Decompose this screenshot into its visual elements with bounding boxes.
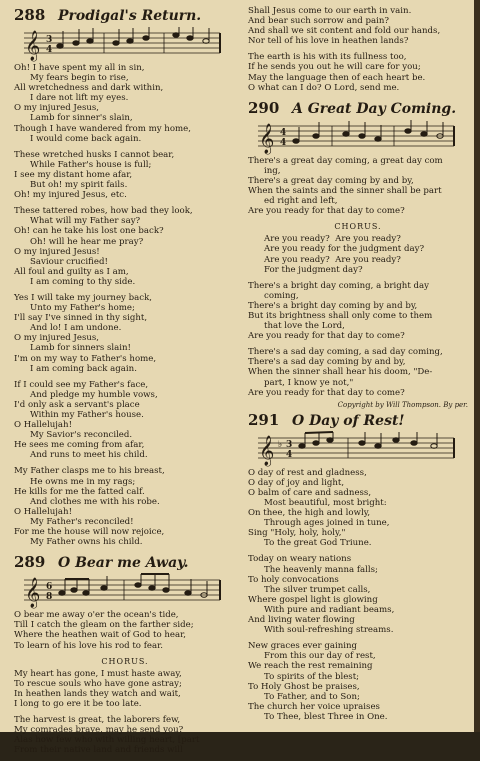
music-staff-291 <box>258 432 458 464</box>
verse-line: Through ages joined in tune, <box>264 518 390 529</box>
svg-text:3: 3 <box>46 35 53 45</box>
music-staff-288 <box>24 27 224 59</box>
verse-line: To spirits of the blest; <box>264 671 360 682</box>
verse-line: Unto my Father's home; <box>30 303 135 314</box>
verse-line: O Hallelujah! <box>14 506 73 517</box>
verse-line: When the sinner shall hear his doom, "De- <box>248 367 433 378</box>
chorus-label: CHORUS. <box>101 656 149 666</box>
hymn-290-verse-1 <box>248 156 468 217</box>
verse-line: He sees me coming from afar, <box>14 440 145 451</box>
verse-line: Are you ready for that day to come? <box>248 331 405 342</box>
verse-line: And bear such sorrow and pain? <box>248 16 390 27</box>
verse-line: From this our day of rest, <box>264 651 376 662</box>
verse-line: I long to go ere it be too late. <box>14 698 142 709</box>
verse-line: ed right and left, <box>264 196 338 207</box>
verse-line: Lamb for sinner's slain, <box>30 113 133 124</box>
verse-line: He owns me in my rags; <box>30 476 136 487</box>
chorus-line: Are you ready for the judgment day? <box>264 244 425 255</box>
verse-line: All foul and guilty as I am, <box>14 266 129 277</box>
verse-line: Shall Jesus come to our earth in vain. <box>248 6 412 16</box>
verse-line: There's a bright day coming by and by, <box>248 300 418 311</box>
verse-line: I dare not lift my eyes. <box>30 93 129 104</box>
verse-line: And runs to meet his child. <box>30 450 148 461</box>
verse-line: I'm on my way to Father's home, <box>14 353 157 364</box>
chorus-line: Are you ready? Are you ready? <box>264 234 401 245</box>
verse-line: To Father, and to Son; <box>264 691 360 702</box>
hymn-290-verse-3 <box>248 347 468 397</box>
verse-line: In heathen lands they watch and wait, <box>14 688 181 699</box>
verse-line: Are you ready for that day to come? <box>248 387 405 398</box>
verse-line: When the saints and the sinner shall be part <box>248 186 442 197</box>
verse-line: While Father's house is full; <box>30 159 152 170</box>
verse-line: There's a sad day coming by and by, <box>248 357 406 368</box>
svg-text:6: 6 <box>46 582 53 593</box>
verse-line: But its brightness shall only come to them <box>248 310 433 321</box>
verse-line: I'd only ask a servant's place <box>14 399 140 410</box>
verse-line: New graces ever gaining <box>248 641 358 652</box>
verse-line: Lamb for sinners slain! <box>30 343 131 354</box>
hymn-title: Prodigal's Return. <box>58 8 202 24</box>
verse-line: Yes I will take my journey back, <box>14 292 153 303</box>
right-column <box>248 6 468 728</box>
svg-text:♭: ♭ <box>278 439 283 450</box>
verse-line: My Father owns his child. <box>30 537 143 548</box>
verse-line: Where gospel light is glowing <box>248 594 378 605</box>
verse-line: Within my Father's house. <box>30 410 144 420</box>
left-column <box>14 6 236 761</box>
verse-line: These tattered robes, how bad they look, <box>14 206 193 217</box>
hymn-291-verse-2 <box>248 554 468 635</box>
verse-line: May the language then of each heart be. <box>248 72 426 83</box>
hymn-288-verse-3 <box>14 206 236 287</box>
hymn-number: 288 <box>14 6 46 24</box>
verse-line: Till I catch the gleam on the farther side; <box>14 620 194 631</box>
verse-line: O what can I do? O Lord, send me. <box>248 82 400 93</box>
hymn-289-verse-3 <box>14 715 236 755</box>
verse-line: O Hallelujah! <box>14 420 73 431</box>
hymn-number: 290 <box>248 98 280 117</box>
verse-line: Oh! I have spent my all in sin, <box>14 63 145 73</box>
verse-line: O balm of care and sadness, <box>248 487 372 498</box>
chorus-line: For the judgment day? <box>264 264 363 275</box>
music-staff-289 <box>24 574 224 609</box>
verse-line: He kills for me the fatted calf. <box>14 486 145 497</box>
verse-line: Though I have wandered from my home, <box>14 123 191 134</box>
verse-line: Alas how few who with willing heart, [part <box>14 735 200 746</box>
verse-line: My Father's reconciled! <box>30 516 134 527</box>
hymn-number: 291 <box>248 410 280 429</box>
hymn-288-verse-5 <box>14 380 236 461</box>
verse-line: O my injured Jesus, <box>14 333 100 344</box>
svg-text:8: 8 <box>46 592 53 603</box>
verse-line: My comrades brave, may he send you? <box>14 725 184 736</box>
copyright-credit: Copyright by Will Thompson. By per. <box>337 400 468 409</box>
verse-line: To rescue souls who have gone astray; <box>14 678 182 689</box>
chorus-line: Are you ready? Are you ready? <box>264 254 401 265</box>
verse-line: To Thee, blest Three in One. <box>264 711 388 722</box>
verse-line: These wretched husks I cannot bear, <box>14 149 175 160</box>
verse-line: We reach the rest remaining <box>248 661 373 672</box>
verse-line: To Holy Ghost be praises, <box>248 681 360 692</box>
verse-line: There's a sad day coming, a sad day coming, <box>248 347 443 358</box>
verse-line: ing, <box>264 165 281 176</box>
music-staff-290 <box>258 120 458 152</box>
verse-line: O day of joy and light, <box>248 477 345 488</box>
verse-line: O my injured Jesus, <box>14 103 100 114</box>
verse-line: Nor tell of his love in heathen lands? <box>248 36 409 47</box>
verse-line: coming, <box>264 290 299 301</box>
hymn-291-header <box>248 411 468 429</box>
verse-line: Oh! my injured Jesus, etc. <box>14 190 127 201</box>
verse-line: And lo! I am undone. <box>30 323 122 334</box>
hymn-289-verse-1 <box>14 610 236 650</box>
verse-line: My heart has gone, I must haste away, <box>14 668 182 679</box>
verse-line: And pledge my humble vows, <box>30 389 158 400</box>
verse-line: Sing "Holy, holy, holy," <box>248 528 346 539</box>
svg-text:3: 3 <box>286 439 293 450</box>
hymn-291-verse-3 <box>248 641 468 722</box>
verse-line: part, I know ye not," <box>264 377 354 388</box>
verse-line: Oh! will he hear me pray? <box>30 236 144 247</box>
verse-line: There's a bright day coming, a bright day <box>248 280 429 291</box>
verse-line: Saviour crucified! <box>30 256 108 267</box>
verse-line: Where the heathen wait of God to hear, <box>14 630 187 641</box>
svg-text:4: 4 <box>286 449 293 460</box>
hymn-288-verse-1 <box>14 63 236 144</box>
hymn-289-verse-2 <box>14 669 236 709</box>
svg-text:𝄞: 𝄞 <box>259 123 275 154</box>
verse-line: But oh! my spirit fails. <box>30 180 128 191</box>
verse-line: O my injured Jesus! <box>14 246 100 257</box>
verse-line: Most beautiful, most bright: <box>264 498 387 508</box>
verse-line: I am coming to thy side. <box>30 276 136 287</box>
verse-line: To holy convocations <box>248 574 339 585</box>
verse-line: From their native land and friends will <box>14 745 183 756</box>
verse-line: O day of rest and gladness, <box>248 467 367 478</box>
verse-line: With soul-refreshing streams. <box>264 625 394 636</box>
svg-text:4: 4 <box>280 127 287 138</box>
verse-line: My Savior's reconciled. <box>30 430 133 441</box>
hymn-number: 289 <box>14 553 46 572</box>
verse-line: I'll say I've sinned in thy sight, <box>14 313 148 324</box>
verse-line: All wretchedness and dark within, <box>14 83 164 94</box>
verse-line: Oh! can he take his lost one back? <box>14 226 164 237</box>
hymn-title: O Day of Rest! <box>292 412 405 429</box>
hymn-288-verse-4 <box>14 293 236 374</box>
hymn-288-verse-2 <box>14 150 236 200</box>
hymn-title: A Great Day Coming. <box>292 100 457 117</box>
hymn-290-chorus <box>248 234 468 274</box>
verse-line: And shall we sit content and fold our hands, <box>248 26 441 37</box>
hymn-289-verse-4 <box>248 52 468 92</box>
svg-text:𝄞: 𝄞 <box>25 578 41 609</box>
verse-line: If he sends you out he will care for you; <box>248 62 421 73</box>
verse-line: On thee, the high and lowly, <box>248 508 371 519</box>
hymn-290-header <box>248 99 468 117</box>
verse-line: There's a great day coming by and by, <box>248 175 414 186</box>
verse-line: For me the house will now rejoice, <box>14 527 165 538</box>
verse-line: Are you ready for that day to come? <box>248 206 405 217</box>
hymn-title: O Bear me Away. <box>58 555 189 572</box>
verse-line: To the great God Triune. <box>264 538 372 549</box>
verse-line: There's a great day coming, a great day com <box>248 155 443 166</box>
verse-line: Today on weary nations <box>248 554 352 565</box>
verse-line: With pure and radiant beams, <box>264 604 395 615</box>
hymn-288-verse-6 <box>14 466 236 547</box>
hymn-289-header <box>14 553 236 571</box>
book-page-edge <box>474 0 480 732</box>
hymn-290-verse-2 <box>248 281 468 342</box>
verse-line: I am coming back again. <box>30 363 137 374</box>
hymn-289-verse-3-continued <box>248 6 468 46</box>
verse-line: The church her voice upraises <box>248 701 380 712</box>
hymn-291-verse-1 <box>248 468 468 549</box>
svg-text:4: 4 <box>280 137 287 148</box>
verse-line: To learn of his love his rod to fear. <box>14 640 163 651</box>
verse-line: The silver trumpet calls, <box>264 584 371 595</box>
verse-line: I see my distant home afar, <box>14 169 133 180</box>
verse-line: The heavenly manna falls; <box>264 564 378 575</box>
verse-line: I would come back again. <box>30 133 142 144</box>
hymn-288-header <box>14 6 236 24</box>
chorus-label: CHORUS. <box>334 222 382 232</box>
verse-line: My fears begin to rise, <box>30 73 129 84</box>
svg-text:4: 4 <box>46 45 53 55</box>
verse-line: The earth is his with its fullness too, <box>248 52 407 63</box>
verse-line: My Father clasps me to his breast, <box>14 466 165 477</box>
verse-line: The harvest is great, the laborers few, <box>14 714 181 725</box>
verse-line: that love the Lord, <box>264 321 345 332</box>
verse-line: O bear me away o'er the ocean's tide, <box>14 610 179 621</box>
verse-line: And living water flowing <box>248 615 355 626</box>
svg-text:𝄞: 𝄞 <box>25 31 41 61</box>
verse-line: And clothes me with his robe. <box>30 496 160 507</box>
svg-text:𝄞: 𝄞 <box>259 435 275 466</box>
verse-line: What will my Father say? <box>30 216 141 227</box>
verse-line: If I could see my Father's face, <box>14 379 149 390</box>
